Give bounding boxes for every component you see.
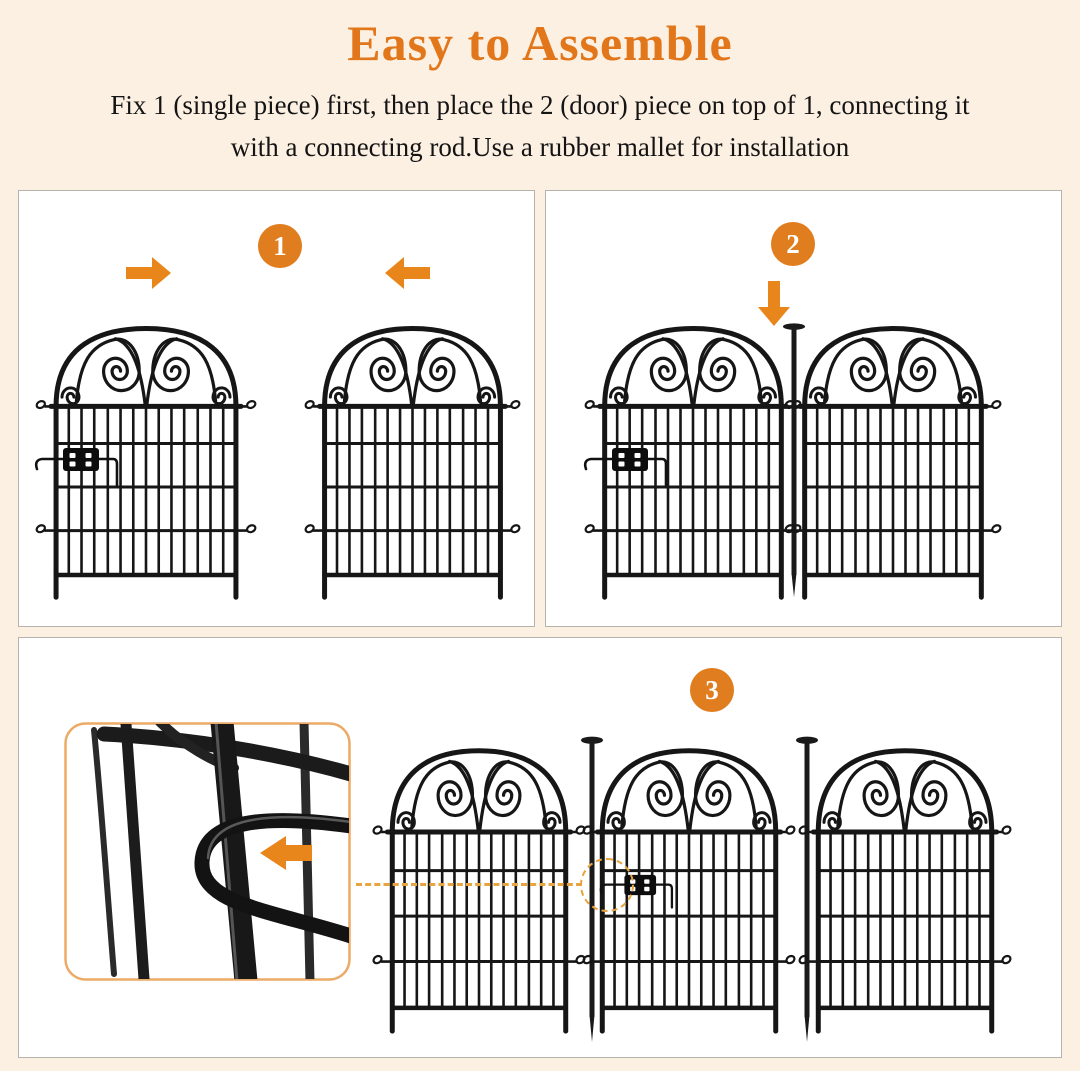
step2-badge <box>771 222 815 266</box>
gate-latch-illustration <box>33 439 133 489</box>
callout-dashed-circle <box>580 858 634 912</box>
fence-panel-illustration <box>371 745 587 1035</box>
step2-number: 2 <box>786 228 800 259</box>
page-subtitle <box>0 84 1080 168</box>
subtitle-line-1: Fix 1 (single piece) first, then place the 2 (door) piece on top of 1, connecting it <box>110 90 970 120</box>
arrow-right-icon <box>126 256 172 290</box>
step1-badge <box>258 224 302 268</box>
connection-closeup-inset <box>64 722 351 981</box>
step3-badge <box>690 668 734 712</box>
step1-number: 1 <box>273 230 287 261</box>
fence-panel-illustration <box>303 323 522 601</box>
fence-panel-illustration <box>783 323 1003 601</box>
step3-number: 3 <box>705 674 719 705</box>
fence-panel-illustration <box>797 745 1013 1035</box>
arrow-left-icon <box>384 256 430 290</box>
callout-dashed-line <box>356 883 582 886</box>
page-title: Easy to Assemble <box>347 15 733 71</box>
gate-latch-illustration <box>582 439 682 489</box>
subtitle-line-2: with a connecting rod.Use a rubber mallet for installation <box>230 132 850 162</box>
